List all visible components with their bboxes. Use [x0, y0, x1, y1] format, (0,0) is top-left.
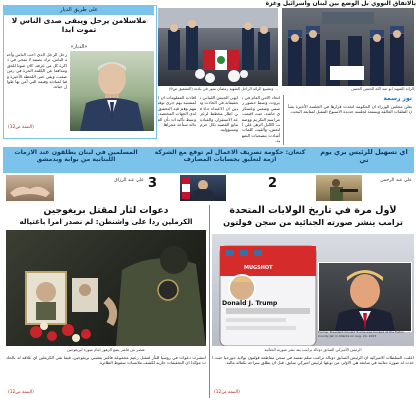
- profile-sub: «الديار»: [70, 44, 88, 50]
- main-caption: الرئيس الأميركي السابق دونالد ترامب بعد نشر صورته الجنائية: [264, 347, 362, 352]
- phone-brand: MUGSHOT: [244, 265, 273, 271]
- main-story-body: اعلنت السلطات الاميركية ان الرئيس السابق دونالد ترامب سلم نفسه في سجن مقاطعة فولتون بولاية جورجيا حيث اخذت له صورة جنائية في سابقة هي الاولى من نوعها لرئيس اميركي سابق، قبل ان يطلق سراحه بكفالة مالية.: [212, 355, 414, 366]
- teaser-right-photo: [316, 175, 362, 201]
- funeral-scene-1: [158, 8, 278, 86]
- funeral-col-2: انهى الجيش اللبناني تحقيقاته في الحادث وتبين ان الاعتداء جاء في اطار مخطط لزعزعة الاستقرار، والقيادة تتابع القضية بكل حزم ومسؤولية.: [200, 95, 238, 133]
- phone-screen-name: Donald J. Trump: [222, 300, 278, 307]
- profile-header: على طريق الديار: [60, 7, 98, 13]
- teaser-right-byline: علي عبد الرحمن: [380, 178, 412, 183]
- minister-figure: [180, 175, 226, 201]
- teaser-left-headline: المسلمين في لبنان يطلقون عند الازمات اللبنانية من بوابة وبدمشق: [14, 149, 138, 164]
- profile-headline: ملاسلامن يرحل ويبقى صدى الناس لا تموت ابدا: [11, 17, 147, 34]
- main-headline-2: ترامب ينشر صورته الجنائية من سجن فولتون: [223, 217, 403, 227]
- top-headline: بالاتفاق النووي بل الوضع بين لبنان واسرائيل وغزة: [265, 0, 416, 7]
- trump-mugshot: [318, 262, 412, 332]
- portrait-figure: [70, 51, 154, 131]
- teaser-middle-headline: كنعان: حكومة تصريف الاعمال لم توقع مع الشركة ازمة لتعليق بحسابات المصارف: [154, 149, 306, 164]
- teaser-number-2: 2: [268, 176, 278, 191]
- side-text: يعلن مجلس الوزراء ان الحكومة اتخذت قرارها في الجلسة الأخيرة بشأن الملفات العالقة ويستعد لجلسة جديدة الاسبوع المقبل لمتابعة البحث.: [288, 104, 412, 115]
- teaser-right-headline: اي تسهيل للرئيس بري يوم تي: [320, 149, 408, 164]
- wagner-photo: [6, 230, 206, 346]
- funeral-caption: ... وتشييع الرائد الراحل الشهيد رمضان نمور في بلدته (التشقيق ص9): [168, 87, 278, 91]
- profile-continued: (التتمة ص12): [8, 125, 34, 130]
- funeral-col-1: اتحاد الامن العام في بيروت، وسط حضور رسمي وشعبي وعسكري حاشد، حيث اقيمت مراسم التكريم ووضعت اكاليل الزهر على النعش، وألقيت كلمات أشادت بتضحيات الشهيد.: [242, 95, 280, 144]
- handshake-icon: [6, 175, 54, 201]
- funeral-col-3: افادت المعلومات ان المشتبه بهم جرى توقيفهم وهم قيد التحقيق لدى الجهات المختصة، وسط تأكيدات بأن العدالة ستأخذ مجراها.: [158, 95, 196, 128]
- wagner-scene: [6, 230, 206, 346]
- left-story-body: انتشرت دعوات في روسيا للثأر لمقتل زعيم مجموعة فاغنر يفغيني بريغوجين، فيما نفى الكرملين اي علاقة له بالحادث مؤكدا ان التحقيقات جارية لكشف ملابسات سقوط الطائرة.: [6, 355, 206, 366]
- funeral-photo-2: [282, 8, 414, 86]
- column-divider: [283, 95, 284, 145]
- wagner-caption: عنصر من فاغنر يضع الزهور امام صورة لبريغوجين: [66, 347, 146, 352]
- funeral-scene-2: [282, 8, 414, 86]
- teaser-left-photo: [6, 175, 54, 201]
- profile-body: رحل الرجل الذي احب الناس وأحبه الناس، ترك بصمة لا تمحى في ذاكرة كل من عرفه، كان صوتا للحق ومدافعا عن الكلمة الحرة في زمن صعب، وبقي حتى اللحظة الأخيرة وفيا لمبادئه وقيمه التي آمن بها طوال حياته.: [7, 52, 67, 90]
- mugshot-small-caption: Former President Donald Trump was booked at the Fulton County Jail in Atlanta on Aug. 24, 2023: [318, 331, 405, 338]
- mugshot-figure: [319, 263, 411, 331]
- side-head: نور رسمة: [383, 95, 412, 102]
- profile-portrait: [70, 51, 154, 131]
- teaser-middle-photo: [180, 175, 226, 201]
- teaser-left-byline: علي عبد الرزاق: [114, 178, 144, 183]
- soldier-figure: [316, 175, 362, 201]
- funeral-photo-1: [158, 8, 278, 86]
- main-headline-1: لأول مرة في تاريخ الولايات المتحدة: [229, 205, 397, 216]
- main-continued: (التتمة ص12): [214, 390, 240, 395]
- funeral-caption-2: الرائد الشهيد أبو عبد الله الحسن الحسن: [350, 87, 414, 91]
- vertical-divider: [209, 205, 210, 398]
- left-continued: (التتمة ص12): [8, 390, 34, 395]
- left-headline-2: الكرملين ردا على واشنطن: لم نصدر امرا باغتياله: [19, 217, 193, 226]
- teaser-number-3: 3: [148, 176, 158, 191]
- left-headline-1: دعوات لثأر لمقتل بريغوجين: [43, 205, 169, 216]
